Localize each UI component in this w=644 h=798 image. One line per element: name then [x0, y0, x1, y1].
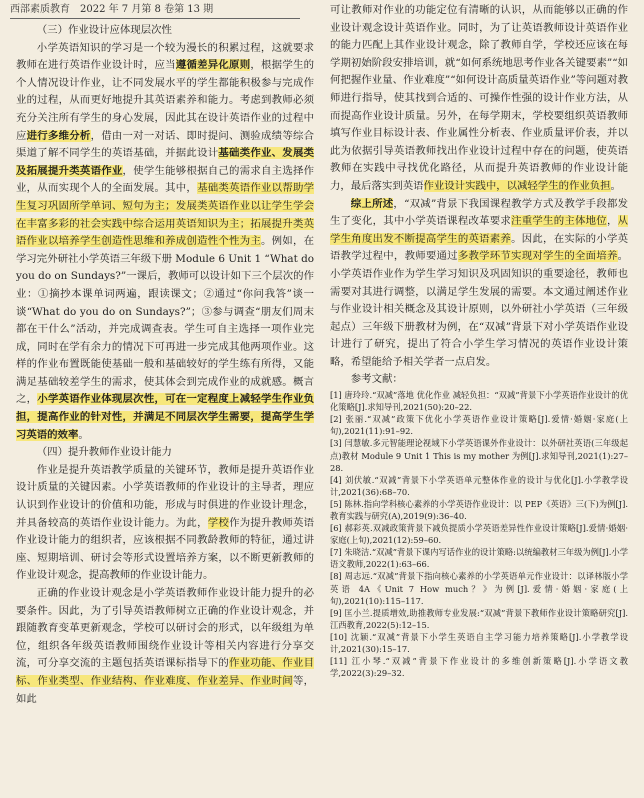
reference-item: [8] 周志远.“双减”背景下指向核心素养的小学英语单元作业设计：以译林版小学英语 4A《Unit 7 How much？》为例[J].爱情·婚姻·家庭(上旬),2021(10):115–117. [330, 571, 628, 606]
highlighted-text: 遵循差异化原则 [175, 59, 251, 72]
right-paragraph-2 [330, 196, 628, 372]
left-paragraph-2 [16, 462, 314, 585]
left-paragraph-2-rest: 作为提升教师英语作业设计能力的组织者，应该根据不同教龄教师的特征，通过讲座、短期培训、研讨会等形式设置培养方案，以不断更新教师的作业设计观念，提高教师的作业设计能力。 [16, 516, 315, 582]
running-header: 西部素质教育 2022 年 7 月第 8 卷第 13 期 [10, 2, 300, 19]
body-text: ， [606, 215, 618, 228]
body-text: 正确的作业设计观念是小学英语教师作业设计能力提升的必要条件。因此，为了引导英语教师树立正确的作业设计观念，并跟随教育变革更新观念，学校可以研讨会的形式，以年级组为单位，组织各年级英语教师围绕作业设计等相关内容进行分享交流，可分享交流的主题包括英语课标指导下的 [16, 587, 314, 670]
highlighted-text: 多教学环节实现对学生的全面培养 [457, 250, 618, 263]
body-text: 。小学英语作业作为学生学习知识及巩固知识的重要途径，教师也需要对其进行调整，以满足学生发展的需要。本文通过阐述作业与作业设计相关概念及其设计原则，以外研社小学英语（三年级起点）三年级下册教材为例，在“双减”背景下对小学英语作业设计进行了研究，提出了符合小学生学习情况的英语作业设计策略，希望能给予相关学者一点启发。 [330, 250, 629, 368]
highlighted-text: 综上所述 [350, 197, 394, 210]
reference-item: [5] 陈林.指向学科核心素养的小学英语作业设计：以 PEP《英语》三(下)为例[J].教育实践与研究(A),2019(9):36–40. [330, 498, 628, 521]
highlighted-text: 基础类作业、发展类及拓展提升类英语作业 [16, 147, 314, 177]
reference-item: [1] 唐玲玲.“双减”落地 优化作业 减轻负担：“双减”背景下小学英语作业设计的优化策略[J].求知导刊,2021(50):20–22. [330, 390, 628, 413]
body-text: 可让教师对作业的功能定位有清晰的认识，从而能够以正确的作业设计观念设计英语作业。同时，为了让英语教师设计英语作业的能力匹配上其作业设计观念，除了教师自学，学校还应该在每学期初始阶段安排培训，就“如何系统地思考作业各关键要素”“如何把握作业量、作业难度”“如何设计高质量英语作业”等问题对教师进行指导，使其找到合适的、可操作性强的设计作业方法，从而提高作业设计质量。另外，在每学期末，学校要组织英语教师填写作业目标设计表、作业属性分析表、作业质量评价表，并以此为依据引导英语教师找出作业设计过程中存在的问题，使英语教师在实践中寻找优化路径，从而提升英语教师的作业设计能力，最后落实到英语 [330, 4, 628, 192]
left-paragraph-1 [16, 40, 314, 445]
reference-item: [6] 郝彩英.双减政策背景下减负提质小学英语差异性作业设计策略[J].爱情·婚姻·家庭(上旬),2021(12):59–60. [330, 523, 628, 546]
reference-item: [10] 沈颖.“双减”背景下小学生英语自主学习能力培养策略[J].小学教学设计,2021(30):15–17. [330, 631, 628, 655]
body-text: 。 [610, 179, 621, 192]
highlighted-text: 从学生角度出发不断提高学生的英语素养 [330, 215, 629, 245]
highlighted-text: 基础类英语作业以帮助学生复习巩固所学单词、短句为主；发展类英语作业以让学生学会在丰富多彩的社会实践中综合运用英语知识为主；拓展提升类英语作业以培养学生创造性思维和养成创造性个性为主 [16, 182, 315, 248]
left-column [16, 22, 314, 708]
body-text: ，根据学生的个人情况设计作业，让不同发展水平的学生都能积极参与完成作业的过程，从而更好地提升其英语素养和能力。考虑到教师必须充分关注所有学生的身心发展，因此其在设计英语作业的过程中应 [16, 59, 315, 142]
references-title: 参考文献： [350, 373, 403, 386]
body-text: ，“双减”背景下我国课程教学方式及教学手段都发生了变化，其中小学英语课程改革要求 [330, 197, 629, 228]
highlighted-text: 注重学生的主体地位 [511, 215, 607, 228]
right-column [330, 2, 628, 679]
reference-item: [3] 闫慧敏.多元智能理论视域下小学英语课外作业设计：以外研社英语(三年级起点)教材 Module 9 Unit 1 This is my mother 为例[J].求知导刊,2021(1):27–28. [330, 438, 628, 473]
highlighted-text: 作业设计实践中，以减轻学生的作业负担 [423, 179, 611, 192]
body-text: 。例如，在学习完外研社小学英语三年级下册 Module 6 Unit 1 “What do you do on Sundays?”一课后，教师可以设计如下三个层次的作业：①摘抄本课单词两遍，跟读课文；②通过“你问我答”谈一谈“What do you do on Sundays?”；③参与调查“朋友们周末都在干什么”活动，并完成调查表。学生可自主选择一项作业完成，同时在学有余力的情况下可再进一步完成其他两项作业。这样的作业布置既能使基础一般和基础较好的学生练有所得，又能满足基础较差学生的需求，使其体会到完成作业的成就感。概言之， [16, 235, 314, 406]
highlight-school: 学校 [207, 516, 230, 529]
highlighted-text: 作业功能、作业目标、作业类型、作业结构、作业难度、作业差异、作业时间 [16, 657, 315, 687]
highlighted-text: 进行多维分析 [26, 129, 91, 142]
body-text: 等，如此 [16, 674, 315, 705]
reference-item: [7] 朱晓洁.“双减”背景下课内写话作业的设计策略:以统编教材三年级为例[J].小学语文教师,2022(1):63–66. [330, 547, 628, 570]
left-paragraph-3 [16, 585, 314, 708]
reference-item: [9] 匡小兰.提质增效,助推教师专业发展:“双减”背景下教师作业设计策略研究[J].江西教育,2022(5):12–15. [330, 607, 628, 630]
reference-item: [4] 刘伏敏.“双减”背景下小学英语单元整体作业的设计与优化[J].小学教学设计,2021(36):68–70. [330, 474, 628, 497]
left-paragraph-2-text: 作业是提升英语教学质量的关键环节，教师是提升英语作业设计质量的关键因素。小学英语教师的作业设计的主导者，理应认识到作业设计的价值和功能，形成与时俱进的作业设计理念，并具备较高的英语作业设计能力。为此， [16, 463, 314, 529]
reference-item: [11] 江小琴.“双减”背景下作业设计的多维创新策略[J].小学语文教学,2022(3):29–32. [330, 656, 628, 679]
body-text: 。 [78, 428, 89, 441]
section-4-title: （四）提升教师作业设计能力 [36, 446, 172, 459]
body-text: 小学英语知识的学习是一个较为漫长的积累过程，这就要求教师在进行英语作业设计时，应当 [16, 41, 314, 72]
body-text: ，使学生能够根据自己的需求自主选择作业，从而实现个人的全面发展。其中， [16, 164, 315, 195]
right-paragraph-1 [330, 2, 628, 196]
section-3-title: （三）作业设计应体现层次性 [36, 24, 172, 36]
body-text: ，借由一对一对话、即时提问、测验成绩等综合渠道了解不同学生的英语基础，并据此设计 [16, 129, 315, 160]
highlighted-text: 小学英语作业体现层次性，可在一定程度上减轻学生作业负担，提高作业的针对性，并满足不同层次学生需要，提高学生学习英语的效率 [16, 393, 315, 441]
references-list [330, 389, 628, 679]
reference-item: [2] 张丽.“双减”政策下优化小学英语作业设计策略[J].爱情·婚姻·家庭(上旬),2021(11):91–92. [330, 414, 628, 437]
body-text: 。因此，在实际的小学英语教学过程中，教师要通过 [330, 232, 629, 263]
